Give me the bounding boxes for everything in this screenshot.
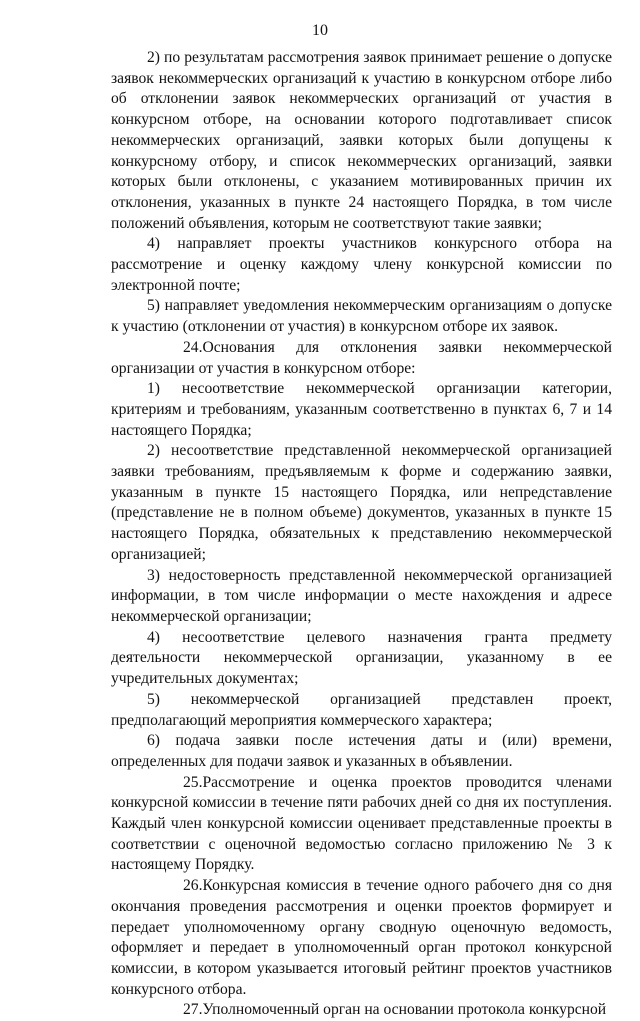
paragraph-item-2: 2) по результатам рассмотрения заявок принимает решение о допуске заявок некоммерческих организаций к участию в конкурсном отборе либо об отклонении заявок некоммерческих организаций от участия в конкурсном отборе, на основании которого подготавливает список некоммерческих организаций, заявки которых были допущены к конкурсному отбору, и список некоммерческих организаций, заявки которых были отклонены, с указанием мотивированных причин их отклонения, указанных в пункте 24 настоящего Порядка, в том числе положений объявления, которым не соответствуют такие заявки;	[111, 49, 612, 232]
paragraph-26	[111, 876, 612, 1000]
paragraph-24-item-6: 6) подача заявки после истечения даты и (или) времени, определенных для подачи заявок и указанных в объявлении.	[111, 732, 612, 770]
paragraph-24-item-2: 2) несоответствие представленной некоммерческой организацией заявки требованиям, предъявляемым к форме и содержанию заявки, указанным в пункте 15 настоящего Порядка, или непредставление (представление не в полном объеме) документов, указанных в пункте 15 настоящего Порядка, обязательных к представлению некоммерческой организацией;	[111, 442, 612, 563]
paragraph-text: Уполномоченный орган на основании протокола конкурсной	[202, 1001, 607, 1019]
paragraph-number: 27.	[183, 1001, 203, 1019]
paragraph-24-item-4: 4) несоответствие целевого назначения гранта предмету деятельности некоммерческой организации, указанному в ее учредительных документах;	[111, 628, 612, 688]
page-number: 10	[312, 22, 328, 39]
paragraph-24-item-5: 5) некоммерческой организацией представлен проект, предполагающий мероприятия коммерческого характера;	[111, 690, 612, 729]
paragraph-27	[111, 1000, 612, 1021]
paragraph-number: 26.	[183, 877, 203, 895]
paragraph-24-item-3: 3) недостоверность представленной некоммерческой организацией информации, в том числе информации о месте нахождения и адресе некоммерческой организации;	[111, 566, 612, 625]
paragraph-number: 25.	[183, 773, 203, 791]
paragraph-text: Основания для отклонения заявки некоммерческой организации от участия в конкурсном отборе:	[111, 338, 612, 377]
paragraph-number: 24.	[183, 338, 203, 356]
paragraph-text: Конкурсная комиссия в течение одного рабочего дня со дня окончания проведения рассмотрения и оценки проектов формирует и передает уполномоченному органу сводную оценочную ведомость, оформляет и передает в уполномоченный орган протокол конкурсной комиссии, в котором указывается итоговый рейтинг проектов участников конкурсного отбора.	[111, 877, 612, 998]
paragraph-24-item-1: 1) несоответствие некоммерческой организации категории, критериям и требованиям, указанным соответственно в пунктах 6, 7 и 14 настоящего Порядка;	[111, 380, 612, 439]
paragraph-24	[111, 338, 612, 379]
paragraph-item-5: 5) направляет уведомления некоммерческим организациям о допуске к участию (отклонении от участия) в конкурсном отборе их заявок.	[111, 297, 612, 336]
paragraph-text: Рассмотрение и оценка проектов проводится членами конкурсной комиссии в течение пяти рабочих дней со дня их поступления. Каждый член конкурсной комиссии оценивает представленные проекты в соответствии с оценочной ведомостью согласно приложению № 3 к настоящему Порядку.	[111, 773, 612, 874]
paragraph-25	[111, 773, 612, 877]
document-body	[111, 48, 612, 1021]
paragraph-item-4: 4) направляет проекты участников конкурсного отбора на рассмотрение и оценку каждому члену конкурсной комиссии по электронной почте;	[111, 235, 612, 294]
